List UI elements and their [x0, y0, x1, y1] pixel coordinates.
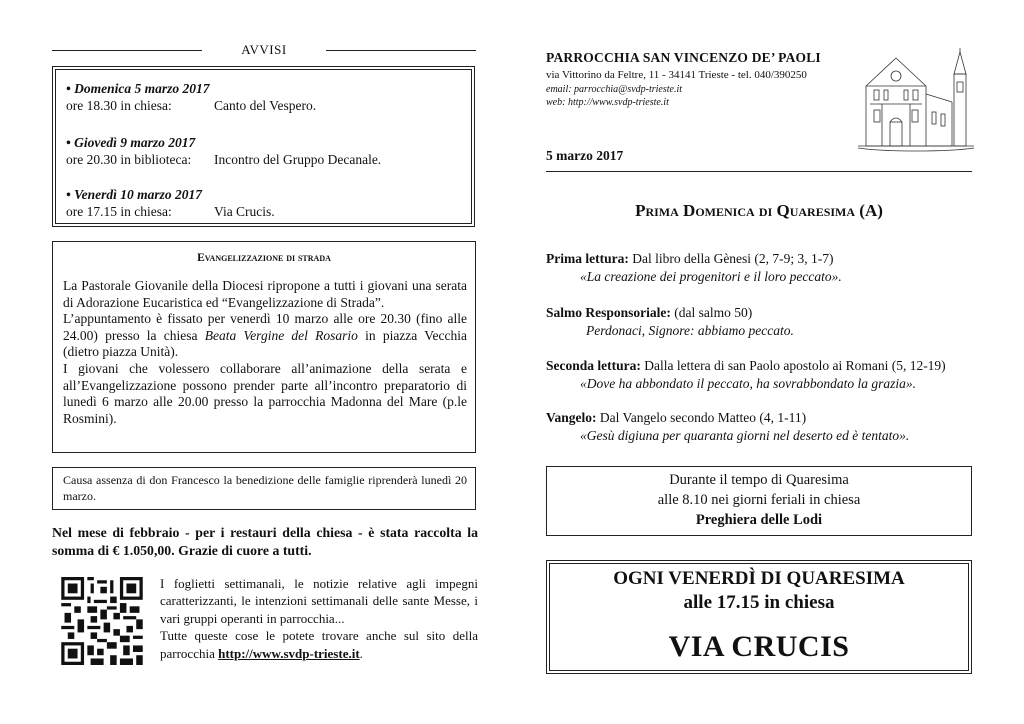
reading-label: Prima lettura: — [546, 251, 629, 266]
avvisi-event-3 — [66, 186, 275, 220]
avvisi-box — [52, 66, 475, 227]
parish-name: PARROCCHIA SAN VINCENZO DE’ PAOLI — [546, 50, 821, 65]
foglietti-site-line — [160, 627, 478, 662]
avvisi-event-2 — [66, 134, 381, 168]
parish-email: email: parrocchia@svdp-trieste.it — [546, 84, 683, 95]
lodi-box — [546, 466, 972, 536]
foglietti-text: I foglietti settimanali, le notizie relative agli impegni caratterizzanti, le intenzioni settimanali delle sante Messe, i vari gruppi operanti in parrocchia... — [160, 576, 478, 626]
via-crucis-line-1: OGNI VENERDÌ DI QUARESIMA — [613, 568, 905, 589]
event-date: • Giovedì 9 marzo 2017 — [66, 135, 196, 150]
reading-prima-lettura — [546, 250, 976, 285]
reading-quote: Perdonaci, Signore: abbiamo peccato. — [586, 322, 794, 338]
church-name: Beata Vergine del Rosario — [204, 327, 358, 343]
reading-salmo — [546, 304, 976, 339]
avvisi-event-1 — [66, 80, 316, 114]
evangelizzazione-p3: I giovani che volessero collaborare all’animazione della serata e all’Evangelizzazione possono prender parte all’incontro preparatorio di lunedì 6 marzo alle 20.00 presso la parrocchia Madonna del Mare (p.le Rosmini). — [63, 360, 467, 426]
reading-seconda-lettura — [546, 357, 976, 392]
reading-label: Seconda lettura: — [546, 358, 641, 373]
via-crucis-box — [546, 560, 972, 674]
famiglie-notice-box — [52, 467, 476, 510]
site-text-end: . — [359, 645, 363, 661]
event-activity: Incontro del Gruppo Decanale. — [214, 152, 382, 167]
event-date: • Domenica 5 marzo 2017 — [66, 81, 210, 96]
evangelizzazione-p1: La Pastorale Giovanile della Diocesi ripropone a tutti i giovani una serata di Adorazione Eucaristica ed “Evangelizzazione di Strada”. — [63, 278, 467, 310]
church-drawing-icon — [856, 44, 976, 156]
evangelizzazione-text — [63, 278, 467, 427]
reading-source: Dal Vangelo secondo Matteo (4, 1-11) — [596, 410, 807, 425]
parish-web: web: http://www.svdp-trieste.it — [546, 97, 669, 108]
evangelizzazione-box — [52, 241, 476, 453]
avvisi-title: AVVISI — [241, 42, 287, 57]
via-crucis-line-2: alle 17.15 in chiesa — [683, 592, 835, 613]
avvisi-rule-right — [326, 50, 476, 51]
reading-source: (dal salmo 50) — [670, 305, 753, 320]
event-time-place: ore 18.30 in chiesa: — [66, 98, 172, 113]
reading-source: Dalla lettera di san Paolo apostolo ai Romani (5, 12-19) — [640, 358, 946, 373]
reading-label: Vangelo: — [546, 410, 597, 425]
event-activity: Canto del Vespero. — [214, 98, 317, 113]
reading-quote: «Dove ha abbondato il peccato, ha sovrabbondato la grazia». — [580, 375, 916, 391]
p2-text: L’appuntamento è fissato per venerdì 10 marzo alle ore 20.30 (fino alle 24.00) presso la chiesa — [63, 311, 467, 343]
event-time-place: ore 20.30 in biblioteca: — [66, 152, 192, 167]
evangelizzazione-title: Evangelizzazione di strada — [197, 252, 331, 264]
avvisi-header — [52, 42, 476, 58]
event-time-place: ore 17.15 in chiesa: — [66, 204, 172, 219]
foglietti-info — [160, 575, 478, 662]
qr-code-icon — [61, 577, 143, 665]
famiglie-notice: Causa assenza di don Francesco la benedizione delle famiglie riprenderà lunedì 20 marzo. — [63, 473, 467, 503]
donation-notice: Nel mese di febbraio - per i restauri della chiesa - è stata raccolta la somma di € 1.050,00. Grazie di cuore a tutti. — [52, 525, 478, 558]
reading-label: Salmo Responsoriale: — [546, 305, 671, 320]
reading-vangelo — [546, 409, 976, 444]
sunday-title: Prima Domenica di Quaresima (A) — [635, 201, 883, 220]
parish-address: via Vittorino da Feltre, 11 - 34141 Trieste - tel. 040/390250 — [546, 69, 807, 81]
p2-text-end: in piazza Vecchia (dietro piazza Unità). — [63, 327, 467, 360]
evangelizzazione-p2 — [63, 311, 467, 361]
reading-source: Dal libro della Gènesi (2, 7-9; 3, 1-7) — [628, 251, 834, 266]
reading-quote: «Gesù digiuna per quaranta giorni nel deserto ed è tentato». — [580, 427, 910, 443]
via-crucis-line-3: VIA CRUCIS — [668, 630, 850, 663]
event-date: • Venerdì 10 marzo 2017 — [66, 187, 202, 202]
reading-quote: «La creazione dei progenitori e il loro peccato». — [580, 268, 842, 284]
issue-date: 5 marzo 2017 — [546, 148, 624, 163]
lodi-line-3: Preghiera delle Lodi — [695, 512, 823, 528]
event-activity: Via Crucis. — [214, 204, 275, 219]
header-divider — [546, 171, 972, 172]
website-link[interactable]: http://www.svdp-trieste.it — [218, 645, 360, 661]
lodi-line-1: Durante il tempo di Quaresima — [669, 472, 849, 488]
site-text: Tutte queste cose le potete trovare anche sul sito della parrocchia — [160, 628, 478, 661]
lodi-line-2: alle 8.10 nei giorni feriali in chiesa — [657, 492, 861, 508]
